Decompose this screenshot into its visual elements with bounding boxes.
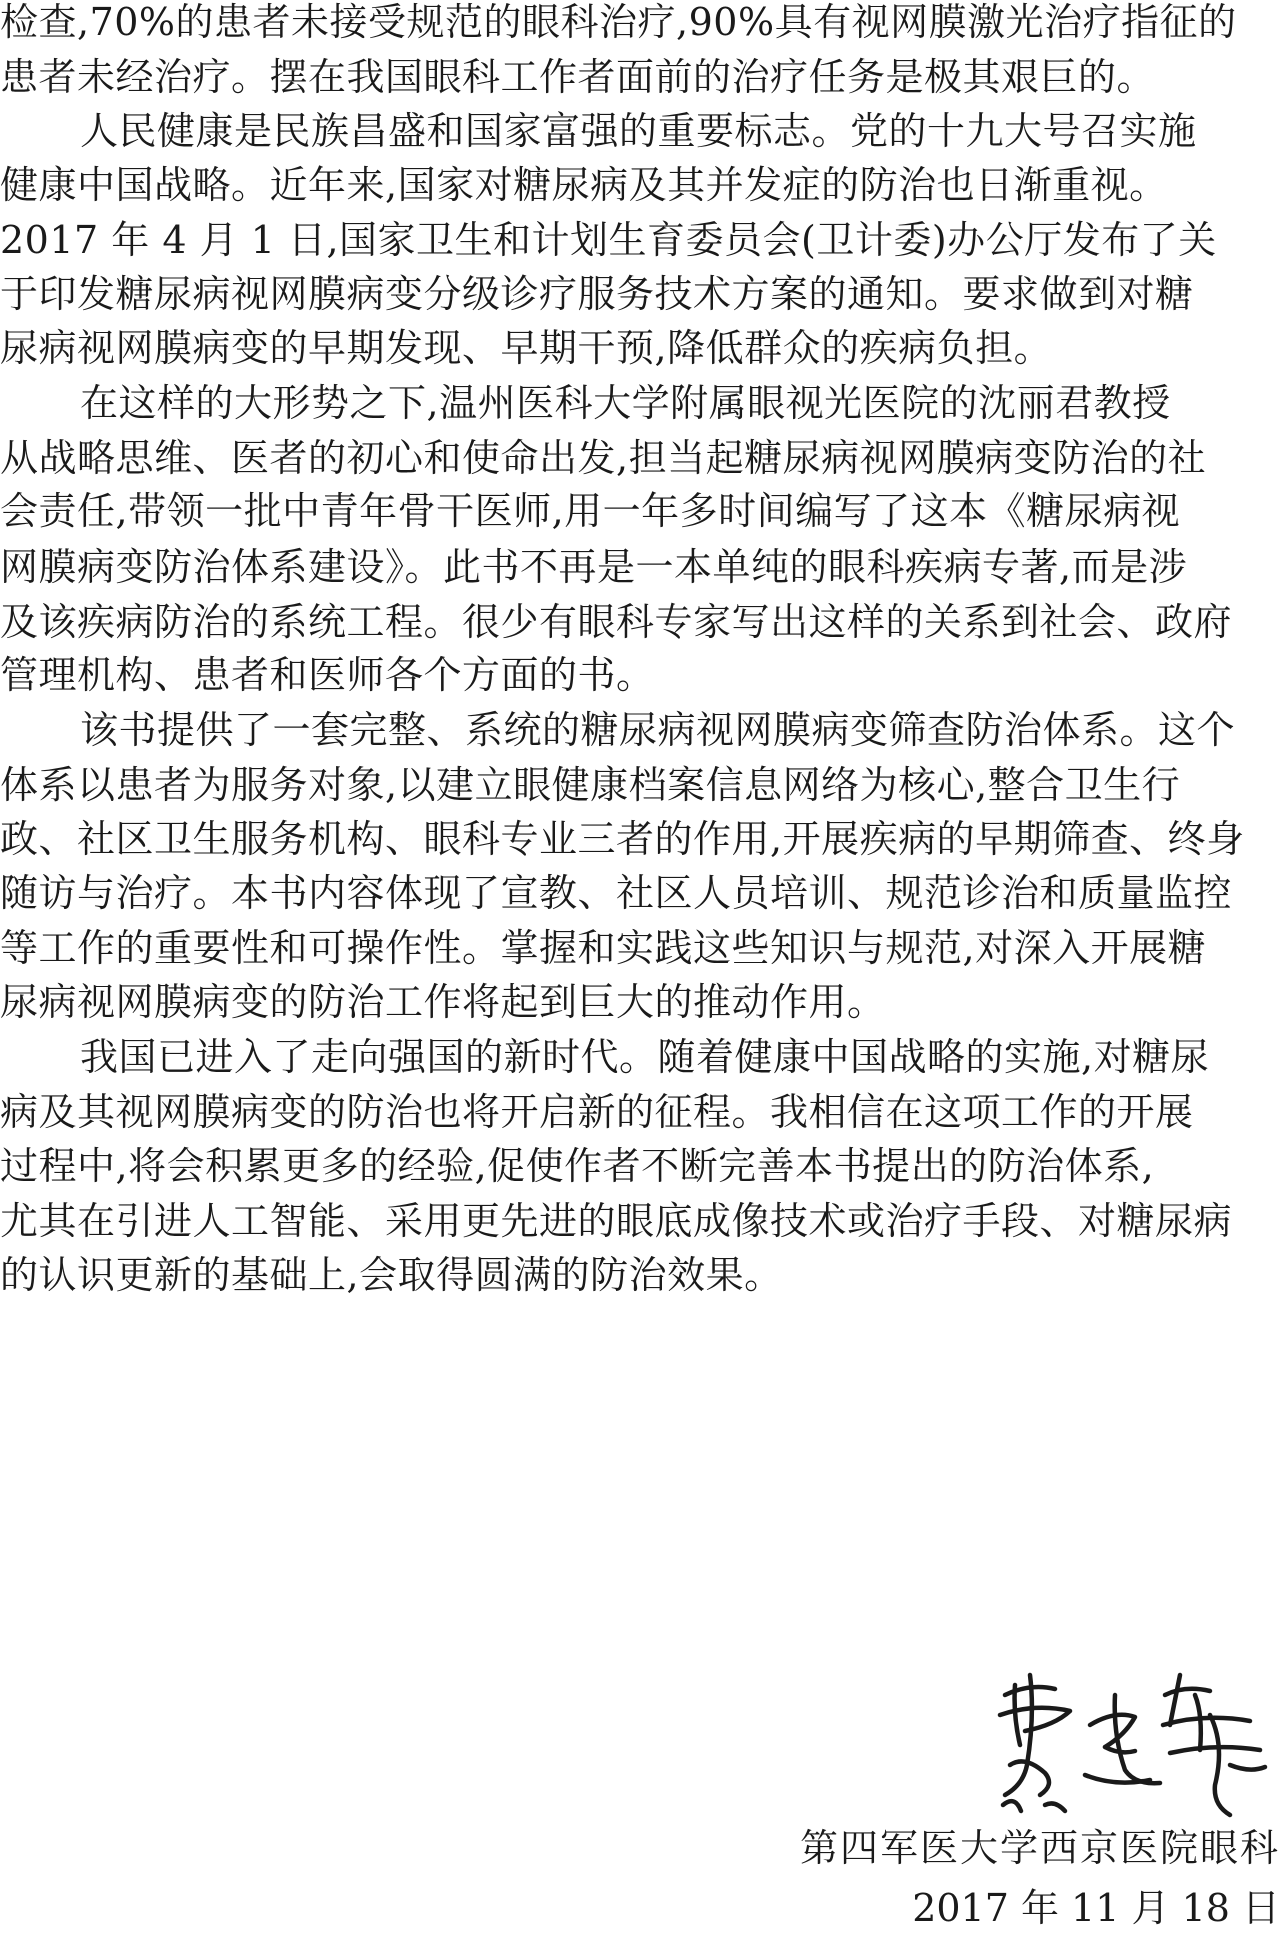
- text-line: 该书提供了一套完整、系统的糖尿病视网膜病变筛查防治体系。这个: [80, 708, 1236, 752]
- text-line: 等工作的重要性和可操作性。掌握和实践这些知识与规范,对深入开展糖: [0, 926, 1207, 970]
- handwritten-signature: [985, 1655, 1270, 1830]
- text-line: 管理机构、患者和医师各个方面的书。: [0, 653, 655, 697]
- text-line: 健康中国战略。近年来,国家对糖尿病及其并发症的防治也日渐重视。: [0, 163, 1168, 207]
- text-line: 于印发糖尿病视网膜病变分级诊疗服务技术方案的通知。要求做到对糖: [0, 272, 1194, 316]
- text-line: 检查,70%的患者未接受规范的眼科治疗,90%具有视网膜激光治疗指征的: [0, 0, 1237, 44]
- signature-icon: [985, 1655, 1270, 1830]
- text-line: 网膜病变防治体系建设》。此书不再是一本单纯的眼科疾病专著,而是涉: [0, 545, 1188, 589]
- text-line: 体系以患者为服务对象,以建立眼健康档案信息网络为核心,整合卫生行: [0, 763, 1181, 807]
- text-line: 会责任,带领一批中青年骨干医师,用一年多时间编写了这本《糖尿病视: [0, 489, 1181, 533]
- text-line: 患者未经治疗。摆在我国眼科工作者面前的治疗任务是极其艰巨的。: [0, 55, 1156, 99]
- text-line: 2017 年 4 月 1 日,国家卫生和计划生育委员会(卫计委)办公厅发布了关: [0, 218, 1217, 262]
- text-line: 我国已进入了走向强国的新时代。随着健康中国战略的实施,对糖尿: [80, 1035, 1210, 1079]
- affiliation: 第四军医大学西京医院眼科: [799, 1826, 1280, 1870]
- text-line: 尤其在引进人工智能、采用更先进的眼底成像技术或治疗手段、对糖尿病: [0, 1199, 1233, 1243]
- text-line: 尿病视网膜病变的防治工作将起到巨大的推动作用。: [0, 980, 886, 1024]
- text-line: 从战略思维、医者的初心和使命出发,担当起糖尿病视网膜病变防治的社: [0, 436, 1207, 480]
- text-line: 过程中,将会积累更多的经验,促使作者不断完善本书提出的防治体系,: [0, 1144, 1155, 1188]
- signature-date: 2017 年 11 月 18 日: [912, 1886, 1280, 1930]
- text-line: 尿病视网膜病变的早期发现、早期干预,降低群众的疾病负担。: [0, 326, 1053, 370]
- text-line: 政、社区卫生服务机构、眼科专业三者的作用,开展疾病的早期筛查、终身: [0, 817, 1245, 861]
- text-line: 及该疾病防治的系统工程。很少有眼科专家写出这样的关系到社会、政府: [0, 600, 1233, 644]
- text-line: 在这样的大形势之下,温州医科大学附属眼视光医院的沈丽君教授: [80, 381, 1171, 425]
- text-line: 随访与治疗。本书内容体现了宣教、社区人员培训、规范诊治和质量监控: [0, 871, 1233, 915]
- text-line: 的认识更新的基础上,会取得圆满的防治效果。: [0, 1253, 783, 1297]
- text-line: 人民健康是民族昌盛和国家富强的重要标志。党的十九大号召实施: [80, 109, 1197, 153]
- text-line: 病及其视网膜病变的防治也将开启新的征程。我相信在这项工作的开展: [0, 1090, 1194, 1134]
